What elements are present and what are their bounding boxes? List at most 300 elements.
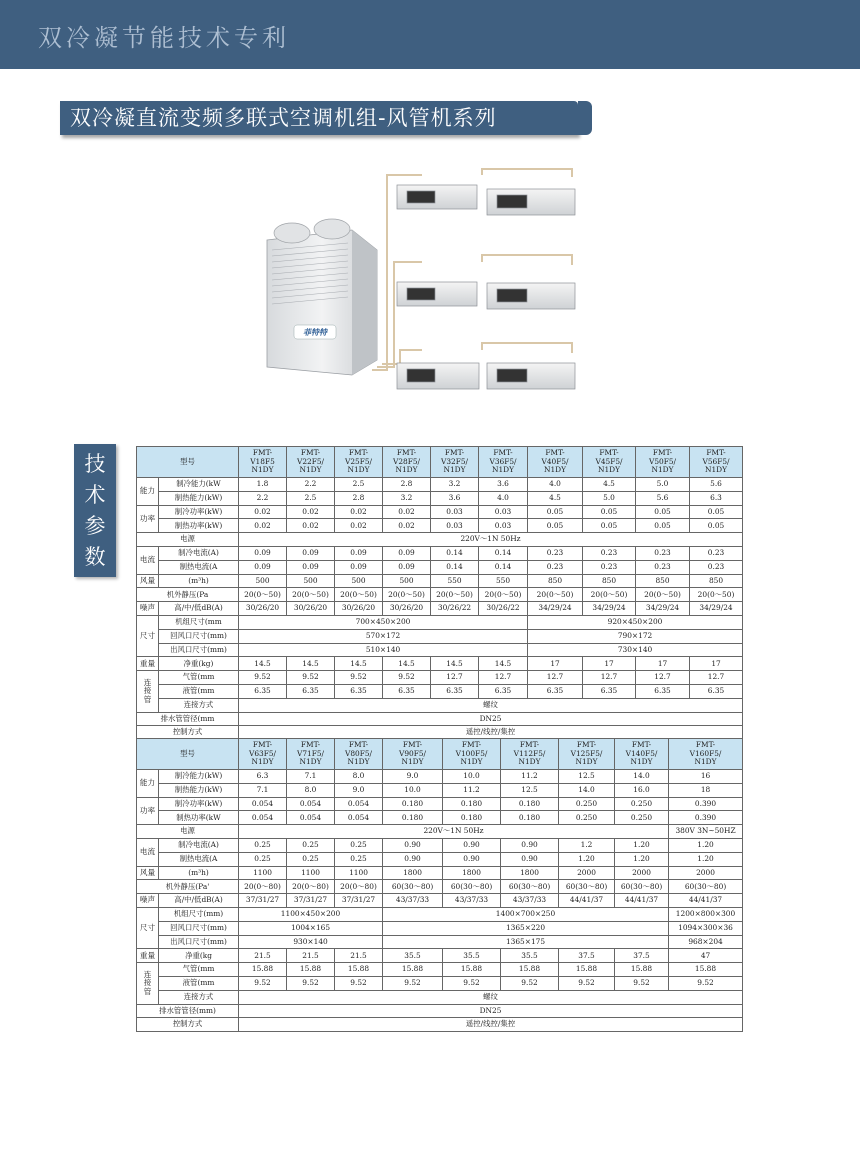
merged-value: DN25 xyxy=(239,712,743,726)
table-cell: 1.8 xyxy=(239,478,287,492)
group-label: 电流 xyxy=(137,546,159,574)
table-cell: 9.52 xyxy=(501,976,559,990)
model-name: FMT- V22F5/ N1DY xyxy=(287,447,335,478)
table-row xyxy=(137,519,743,533)
table-row xyxy=(137,935,743,949)
table-cell: 6.35 xyxy=(239,684,287,698)
table-cell: 15.88 xyxy=(615,963,669,977)
table-cell: 0.250 xyxy=(615,811,669,825)
table-cell: 9.52 xyxy=(615,976,669,990)
table-cell: 37/31/27 xyxy=(335,894,383,908)
table-cell: 9.52 xyxy=(239,671,287,685)
model-name: FMT- V71F5/ N1DY xyxy=(287,739,335,770)
table-cell: 9.52 xyxy=(669,976,743,990)
table-cell: 3.6 xyxy=(479,478,528,492)
merged-value: 380V 3N~50HZ xyxy=(669,825,743,839)
table-cell: 0.23 xyxy=(528,560,583,574)
table-cell: 60(30～80) xyxy=(443,880,501,894)
model-name: FMT- V50F5/ N1DY xyxy=(636,447,690,478)
table-row xyxy=(137,478,743,492)
table-cell: 6.35 xyxy=(636,684,690,698)
duct-unit xyxy=(487,363,575,389)
table-cell: 0.180 xyxy=(383,797,443,811)
table-cell: 20(0～50) xyxy=(383,588,431,602)
table-cell: 0.90 xyxy=(501,838,559,852)
merged-value: 螺纹 xyxy=(239,698,743,712)
table-cell: 0.05 xyxy=(583,519,636,533)
indoor-units xyxy=(397,185,575,389)
group-label: 重量 xyxy=(137,657,159,671)
merged-value: 1100×450×200 xyxy=(239,907,383,921)
table-cell: 0.02 xyxy=(335,505,383,519)
table-cell: 12.7 xyxy=(528,671,583,685)
tab-char: 参 xyxy=(84,513,106,538)
group-label: 能力 xyxy=(137,770,159,798)
table-cell: 0.180 xyxy=(501,811,559,825)
merged-value: 1365×220 xyxy=(383,921,669,935)
table-cell: 7.1 xyxy=(287,770,335,784)
row-label: 出风口尺寸(mm) xyxy=(159,643,239,657)
table-cell: 0.02 xyxy=(239,505,287,519)
table-cell: 0.14 xyxy=(431,560,479,574)
table-row xyxy=(137,921,743,935)
table-row xyxy=(137,894,743,908)
table-cell: 16.0 xyxy=(615,783,669,797)
model-name: FMT- V125F5/ N1DY xyxy=(559,739,615,770)
table-cell: 21.5 xyxy=(287,949,335,963)
table-cell: 14.5 xyxy=(383,657,431,671)
table-row xyxy=(137,643,743,657)
merged-value: 968×204 xyxy=(669,935,743,949)
group-label: 电流 xyxy=(137,838,159,866)
table-cell: 0.90 xyxy=(501,852,559,866)
table-cell: 10.0 xyxy=(383,783,443,797)
table-row xyxy=(137,825,743,839)
row-label: 机组尺寸(mm) xyxy=(159,907,239,921)
table-cell: 2000 xyxy=(669,866,743,880)
table-cell: 500 xyxy=(383,574,431,588)
table-cell: 2.2 xyxy=(287,478,335,492)
table-cell: 4.5 xyxy=(583,478,636,492)
table-cell: 1100 xyxy=(335,866,383,880)
table-cell: 44/41/37 xyxy=(559,894,615,908)
table-cell: 15.88 xyxy=(501,963,559,977)
merged-value: 1200×800×300 xyxy=(669,907,743,921)
model-name: FMT- V45F5/ N1DY xyxy=(583,447,636,478)
table-cell: 850 xyxy=(583,574,636,588)
table-row xyxy=(137,491,743,505)
model-name: FMT- V100F5/ N1DY xyxy=(443,739,501,770)
table-cell: 30/26/22 xyxy=(431,602,479,616)
table-cell: 1100 xyxy=(239,866,287,880)
group-label: 连 接 管 xyxy=(137,671,159,712)
table-cell: 0.054 xyxy=(335,797,383,811)
model-name: FMT- V80F5/ N1DY xyxy=(335,739,383,770)
row-label: (m³h) xyxy=(159,866,239,880)
table-cell: 0.90 xyxy=(383,838,443,852)
table-cell: 0.09 xyxy=(239,560,287,574)
table-cell: 12.7 xyxy=(690,671,743,685)
banner-title: 双冷凝节能技术专利 xyxy=(38,24,290,52)
duct-unit xyxy=(397,363,479,389)
table-row xyxy=(137,963,743,977)
table-cell: 60(30～80) xyxy=(669,880,743,894)
table-row xyxy=(137,712,743,726)
table-row xyxy=(137,574,743,588)
table-cell: 0.90 xyxy=(443,852,501,866)
tab-char: 术 xyxy=(84,482,106,507)
row-label: 电源 xyxy=(137,533,239,547)
table-cell: 0.09 xyxy=(335,546,383,560)
group-label: 风量 xyxy=(137,866,159,880)
table-cell: 1.2 xyxy=(559,838,615,852)
table-cell: 6.35 xyxy=(479,684,528,698)
table-cell: 0.09 xyxy=(383,546,431,560)
row-label: 液管(mm xyxy=(159,684,239,698)
table-cell: 37.5 xyxy=(559,949,615,963)
table-cell: 0.09 xyxy=(239,546,287,560)
table-row xyxy=(137,1004,743,1018)
group-label: 噪声 xyxy=(137,894,159,908)
table-cell: 6.35 xyxy=(335,684,383,698)
table-cell: 11.2 xyxy=(443,783,501,797)
row-label: 制热电流(A xyxy=(159,852,239,866)
duct-unit xyxy=(397,185,477,209)
table-cell: 17 xyxy=(528,657,583,671)
row-label: 制热功率(kW xyxy=(159,811,239,825)
table-cell: 14.5 xyxy=(335,657,383,671)
table-cell: 0.02 xyxy=(239,519,287,533)
table-cell: 20(0～80) xyxy=(239,880,287,894)
row-label: 连接方式 xyxy=(159,698,239,712)
table-cell: 0.054 xyxy=(239,811,287,825)
table-cell: 0.02 xyxy=(287,519,335,533)
group-label: 功率 xyxy=(137,797,159,825)
table-cell: 0.05 xyxy=(583,505,636,519)
table-cell: 14.5 xyxy=(431,657,479,671)
merged-value: 930×140 xyxy=(239,935,383,949)
merged-value: 遥控/线控/集控 xyxy=(239,726,743,740)
row-label: 连接方式 xyxy=(159,990,239,1004)
table-cell: 2.2 xyxy=(239,491,287,505)
table-cell: 47 xyxy=(669,949,743,963)
table-cell: 60(30～80) xyxy=(559,880,615,894)
table-cell: 35.5 xyxy=(383,949,443,963)
table-cell: 0.054 xyxy=(335,811,383,825)
table-cell: 5.6 xyxy=(636,491,690,505)
table-cell: 0.23 xyxy=(636,546,690,560)
table-cell: 550 xyxy=(479,574,528,588)
table-cell: 0.09 xyxy=(335,560,383,574)
row-label: 机组尺寸(mm xyxy=(159,615,239,629)
table-row xyxy=(137,1018,743,1032)
table-cell: 5.0 xyxy=(636,478,690,492)
table-cell: 12.5 xyxy=(559,770,615,784)
table-cell: 60(30～80) xyxy=(383,880,443,894)
table-cell: 0.02 xyxy=(383,505,431,519)
merged-value: 遥控/线控/集控 xyxy=(239,1018,743,1032)
table-cell: 34/29/24 xyxy=(636,602,690,616)
table-row xyxy=(137,447,743,478)
table-row xyxy=(137,852,743,866)
table-row xyxy=(137,739,743,770)
table-cell: 0.23 xyxy=(690,546,743,560)
table-cell: 12.7 xyxy=(636,671,690,685)
outdoor-unit xyxy=(267,219,377,375)
table-cell: 500 xyxy=(239,574,287,588)
row-label: 制热能力(kW) xyxy=(159,491,239,505)
table-cell: 1100 xyxy=(287,866,335,880)
table-cell: 0.054 xyxy=(287,797,335,811)
table-cell: 0.02 xyxy=(383,519,431,533)
table-cell: 12.7 xyxy=(431,671,479,685)
table-cell: 34/29/24 xyxy=(528,602,583,616)
table-cell: 3.6 xyxy=(431,491,479,505)
table-cell: 0.09 xyxy=(287,560,335,574)
table-cell: 30/26/20 xyxy=(383,602,431,616)
table-cell: 1800 xyxy=(443,866,501,880)
product-figure xyxy=(182,155,687,425)
table-cell: 8.0 xyxy=(287,783,335,797)
table-cell: 9.52 xyxy=(287,976,335,990)
spec-table-1 xyxy=(136,446,743,740)
table-cell: 15.88 xyxy=(559,963,615,977)
table-cell: 0.14 xyxy=(479,560,528,574)
row-label: 控制方式 xyxy=(137,1018,239,1032)
table-cell: 20(0～80) xyxy=(335,880,383,894)
table-cell: 20(0～80) xyxy=(287,880,335,894)
table-cell: 60(30～80) xyxy=(615,880,669,894)
table-cell: 0.180 xyxy=(383,811,443,825)
table-cell: 0.250 xyxy=(559,811,615,825)
table-row xyxy=(137,880,743,894)
table-cell: 43/37/33 xyxy=(443,894,501,908)
table-cell: 0.23 xyxy=(583,546,636,560)
table-cell: 2000 xyxy=(559,866,615,880)
row-label: 高/中/低dB(A) xyxy=(159,602,239,616)
table-cell: 30/26/20 xyxy=(335,602,383,616)
table-cell: 17 xyxy=(583,657,636,671)
table-cell: 0.05 xyxy=(636,519,690,533)
table-cell: 1.20 xyxy=(669,852,743,866)
table-cell: 0.25 xyxy=(287,838,335,852)
table-cell: 15.88 xyxy=(383,963,443,977)
table-cell: 0.02 xyxy=(287,505,335,519)
table-cell: 0.23 xyxy=(636,560,690,574)
table-row xyxy=(137,907,743,921)
group-label: 能力 xyxy=(137,478,159,506)
table-cell: 0.054 xyxy=(287,811,335,825)
table-row xyxy=(137,698,743,712)
table-cell: 20(0～50) xyxy=(431,588,479,602)
group-label: 功率 xyxy=(137,505,159,533)
row-label: 排水管管径(mm) xyxy=(137,1004,239,1018)
table-cell: 3.2 xyxy=(383,491,431,505)
table-cell: 550 xyxy=(431,574,479,588)
table-cell: 2000 xyxy=(615,866,669,880)
table-cell: 20(0～50) xyxy=(287,588,335,602)
group-label: 连 接 管 xyxy=(137,963,159,1004)
table-cell: 34/29/24 xyxy=(690,602,743,616)
table-cell: 1.20 xyxy=(559,852,615,866)
table-cell: 9.0 xyxy=(335,783,383,797)
merged-value: 220V～1N 50Hz xyxy=(239,533,743,547)
table-cell: 37/31/27 xyxy=(239,894,287,908)
section-title: 双冷凝直流变频多联式空调机组-风管机系列 xyxy=(60,101,578,135)
table-cell: 43/37/33 xyxy=(501,894,559,908)
table-cell: 6.3 xyxy=(690,491,743,505)
table-row xyxy=(137,629,743,643)
table-cell: 0.25 xyxy=(239,852,287,866)
table-cell: 6.35 xyxy=(431,684,479,698)
table-cell: 6.3 xyxy=(239,770,287,784)
row-label: 排水管管径(mm xyxy=(137,712,239,726)
table-cell: 2.5 xyxy=(335,478,383,492)
table-cell: 0.14 xyxy=(479,546,528,560)
figure-logo: 菲特特 xyxy=(303,328,327,337)
table-row xyxy=(137,560,743,574)
row-label: 机外静压(Pa' xyxy=(137,880,239,894)
group-label: 尺寸 xyxy=(137,907,159,948)
table-cell: 9.52 xyxy=(383,671,431,685)
table-row xyxy=(137,546,743,560)
table-row xyxy=(137,505,743,519)
row-label: 制冷能力(kW xyxy=(159,478,239,492)
table-cell: 2.8 xyxy=(383,478,431,492)
table-cell: 0.180 xyxy=(443,797,501,811)
table-row xyxy=(137,976,743,990)
table-row xyxy=(137,783,743,797)
row-label: 制热功率(kW) xyxy=(159,519,239,533)
merged-value: 700×450×200 xyxy=(239,615,528,629)
table-cell: 15.88 xyxy=(443,963,501,977)
merged-value: 1004×165 xyxy=(239,921,383,935)
duct-unit xyxy=(487,189,575,215)
model-name: FMT- V63F5/ N1DY xyxy=(239,739,287,770)
table-cell: 20(0～50) xyxy=(479,588,528,602)
table-cell: 9.52 xyxy=(287,671,335,685)
table-row xyxy=(137,533,743,547)
table-cell: 0.03 xyxy=(431,519,479,533)
table-cell: 1.20 xyxy=(615,838,669,852)
table-cell: 0.054 xyxy=(239,797,287,811)
table-cell: 15.88 xyxy=(239,963,287,977)
table-cell: 35.5 xyxy=(443,949,501,963)
table-cell: 0.05 xyxy=(636,505,690,519)
table-cell: 44/41/37 xyxy=(669,894,743,908)
row-label: 制冷电流(A) xyxy=(159,546,239,560)
table-cell: 43/37/33 xyxy=(383,894,443,908)
table-cell: 0.23 xyxy=(690,560,743,574)
table-cell: 0.09 xyxy=(287,546,335,560)
table-cell: 6.35 xyxy=(690,684,743,698)
table-cell: 7.1 xyxy=(239,783,287,797)
table-cell: 9.52 xyxy=(335,671,383,685)
table-cell: 0.23 xyxy=(583,560,636,574)
table-cell: 6.35 xyxy=(383,684,431,698)
table-cell: 8.0 xyxy=(335,770,383,784)
table-cell: 17 xyxy=(636,657,690,671)
table-cell: 21.5 xyxy=(335,949,383,963)
top-banner xyxy=(0,0,860,69)
table-cell: 20(0～50) xyxy=(239,588,287,602)
table-cell: 4.0 xyxy=(528,478,583,492)
group-label: 噪声 xyxy=(137,602,159,616)
table-cell: 37/31/27 xyxy=(287,894,335,908)
table-cell: 60(30～80) xyxy=(501,880,559,894)
merged-value: DN25 xyxy=(239,1004,743,1018)
row-label: 气管(mm xyxy=(159,963,239,977)
table-row xyxy=(137,797,743,811)
table-cell: 4.0 xyxy=(479,491,528,505)
merged-value: 510×140 xyxy=(239,643,528,657)
table-row xyxy=(137,588,743,602)
table-cell: 0.05 xyxy=(528,505,583,519)
row-label: 电源 xyxy=(137,825,239,839)
table-cell: 6.35 xyxy=(528,684,583,698)
merged-value: 螺纹 xyxy=(239,990,743,1004)
table-cell: 20(0～50) xyxy=(636,588,690,602)
table-cell: 1800 xyxy=(501,866,559,880)
table-cell: 0.250 xyxy=(615,797,669,811)
table-cell: 0.02 xyxy=(335,519,383,533)
table-cell: 5.6 xyxy=(690,478,743,492)
table-cell: 0.90 xyxy=(383,852,443,866)
table-cell: 12.7 xyxy=(583,671,636,685)
table-cell: 17 xyxy=(690,657,743,671)
model-name: FMT- V160F5/ N1DY xyxy=(669,739,743,770)
row-label: 高/中/低dB(A) xyxy=(159,894,239,908)
table-cell: 1800 xyxy=(383,866,443,880)
table-cell: 12.5 xyxy=(501,783,559,797)
table-cell: 500 xyxy=(287,574,335,588)
tab-char: 数 xyxy=(84,544,106,569)
table-cell: 18 xyxy=(669,783,743,797)
table-cell: 9.52 xyxy=(239,976,287,990)
table-cell: 5.0 xyxy=(583,491,636,505)
table-cell: 9.0 xyxy=(383,770,443,784)
row-label: 回风口尺寸(mm) xyxy=(159,921,239,935)
tech-params-tab xyxy=(74,444,116,577)
model-name: FMT- V36F5/ N1DY xyxy=(479,447,528,478)
merged-value: 1400×700×250 xyxy=(383,907,669,921)
table-cell: 0.05 xyxy=(528,519,583,533)
table-row xyxy=(137,657,743,671)
table-cell: 20(0～50) xyxy=(583,588,636,602)
table-cell: 0.180 xyxy=(443,811,501,825)
group-label: 尺寸 xyxy=(137,615,159,656)
row-label: 液管(mm xyxy=(159,976,239,990)
table-cell: 4.5 xyxy=(528,491,583,505)
row-label: 制热能力(kW) xyxy=(159,783,239,797)
table-cell: 3.2 xyxy=(431,478,479,492)
table-cell: 0.25 xyxy=(335,838,383,852)
table-cell: 0.90 xyxy=(443,838,501,852)
group-label: 风量 xyxy=(137,574,159,588)
group-label: 重量 xyxy=(137,949,159,963)
table-cell: 44/41/37 xyxy=(615,894,669,908)
row-label: 净重(kg xyxy=(159,949,239,963)
table-cell: 6.35 xyxy=(583,684,636,698)
row-label: 出风口尺寸(mm) xyxy=(159,935,239,949)
table-cell: 30/26/20 xyxy=(239,602,287,616)
merged-value: 730×140 xyxy=(528,643,743,657)
table-row xyxy=(137,770,743,784)
table-row xyxy=(137,602,743,616)
table-cell: 9.52 xyxy=(383,976,443,990)
model-name: FMT- V40F5/ N1DY xyxy=(528,447,583,478)
table-cell: 9.52 xyxy=(559,976,615,990)
